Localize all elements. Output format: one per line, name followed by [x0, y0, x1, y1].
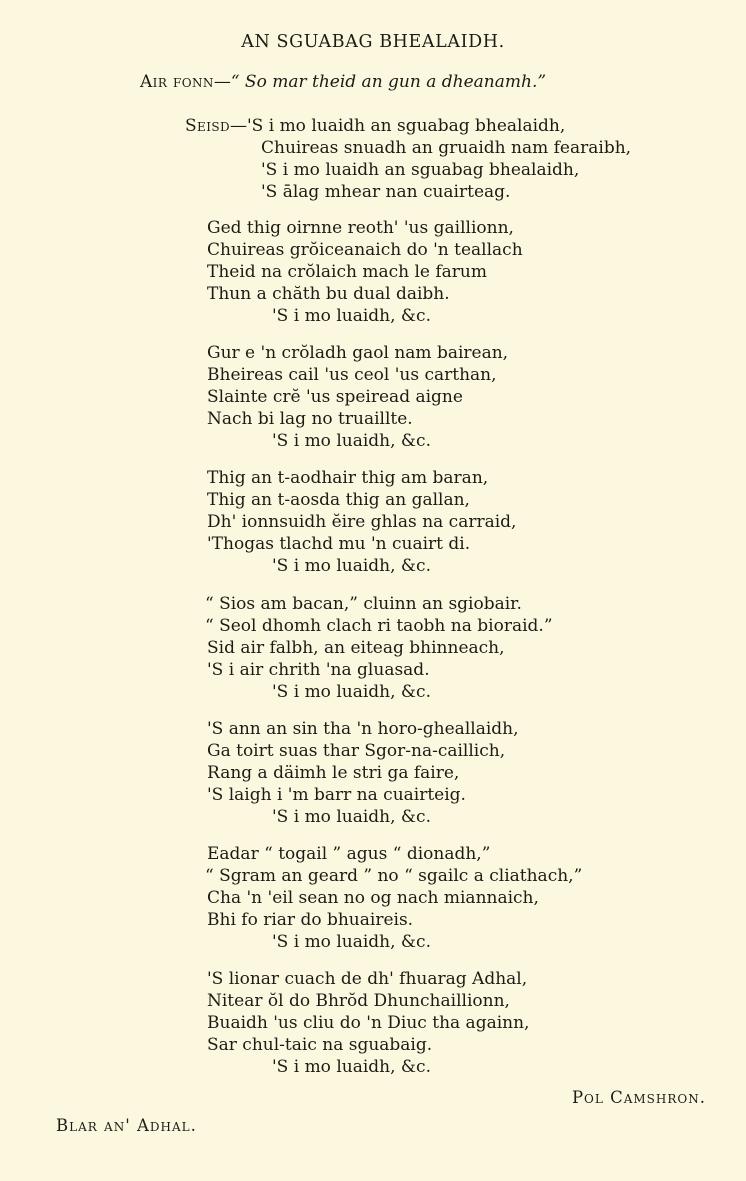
- stanza-6-refrain: 'S i mo luaidh, &c.: [272, 932, 431, 952]
- stanza-2-line-2: Bheireas cail 'us ceol 'us carthan,: [207, 365, 497, 385]
- stanza-1-refrain: 'S i mo luaidh, &c.: [272, 306, 431, 326]
- stanza-6-line-2: “ Sgram an geard ” no “ sgailc a cliathach,”: [205, 866, 583, 886]
- stanza-2-line-1: Gur e 'n crŏladh gaol nam bairean,: [207, 343, 509, 363]
- stanza-2-line-3: Slainte crĕ 'us speiread aigne: [207, 387, 463, 407]
- stanza-4-line-3: Sid air falbh, an eiteag bhinneach,: [207, 638, 505, 658]
- stanza-4-refrain: 'S i mo luaidh, &c.: [272, 682, 431, 702]
- chorus-line-2: Chuireas snuadh an gruaidh nam fearaibh,: [261, 138, 632, 158]
- chorus-line-3: 'S i mo luaidh an sguabag bhealaidh,: [261, 160, 580, 180]
- stanza-2-line-4: Nach bi lag no truaillte.: [207, 409, 413, 429]
- stanza-3-line-2: Thig an t-aosda thig an gallan,: [207, 490, 470, 510]
- chorus-label: Seisd: [185, 116, 230, 136]
- place-name: Blar an' Adhal.: [56, 1116, 197, 1135]
- stanza-6-line-3: Cha 'n 'eil sean no og nach miannaich,: [207, 888, 539, 908]
- chorus-line-text: —'S i mo luaidh an sguabag bhealaidh,: [230, 116, 566, 136]
- stanza-1-line-2: Chuireas grŏiceanaich do 'n teallach: [207, 240, 523, 260]
- tune-name: “ So mar theid an gun a dheanamh.”: [230, 72, 547, 92]
- stanza-5-line-4: 'S laigh i 'm barr na cuairteig.: [207, 785, 466, 805]
- tune-dash: —: [213, 72, 231, 92]
- stanza-7-line-2: Nitear ŏl do Bhrŏd Dhunchaillionn,: [207, 991, 510, 1011]
- stanza-4-line-4: 'S i air chrith 'na gluasad.: [207, 660, 430, 680]
- stanza-7-line-3: Buaidh 'us cliu do 'n Diuc tha againn,: [207, 1013, 530, 1033]
- stanza-4-line-2: “ Seol dhomh clach ri taobh na bioraid.”: [205, 616, 553, 636]
- stanza-1-line-4: Thun a chăth bu dual daibh.: [207, 284, 450, 304]
- stanza-5-refrain: 'S i mo luaidh, &c.: [272, 807, 431, 827]
- stanza-7-line-1: 'S lionar cuach de dh' fhuarag Adhal,: [207, 969, 528, 989]
- author-signature: Pol Camshron.: [571, 1088, 706, 1107]
- chorus-line-1: [185, 118, 565, 135]
- tune-line: [140, 72, 546, 92]
- tune-label: Air fonn: [140, 72, 214, 92]
- stanza-7-line-4: Sar chul-taic na sguabaig.: [207, 1035, 433, 1055]
- stanza-6-line-4: Bhi fo riar do bhuaireis.: [207, 910, 414, 930]
- stanza-3-line-1: Thig an t-aodhair thig am baran,: [207, 468, 489, 488]
- chorus-line-4: 'S ālag mhear nan cuairteag.: [261, 182, 511, 202]
- stanza-7-refrain: 'S i mo luaidh, &c.: [272, 1057, 431, 1077]
- stanza-6-line-1: Eadar “ togail ” agus “ dionadh,”: [207, 844, 491, 864]
- stanza-3-refrain: 'S i mo luaidh, &c.: [272, 556, 431, 576]
- stanza-4-line-1: “ Sios am bacan,” cluinn an sgiobair.: [205, 594, 522, 614]
- stanza-5-line-1: 'S ann an sin tha 'n horo-gheallaidh,: [207, 719, 519, 739]
- stanza-5-line-2: Ga toirt suas thar Sgor-na-caillich,: [207, 741, 506, 761]
- stanza-1-line-1: Ged thig oirnne reoth' 'us gaillionn,: [207, 218, 514, 238]
- stanza-3-line-3: Dh' ionnsuidh ĕire ghlas na carraid,: [207, 512, 517, 532]
- stanza-3-line-4: 'Thogas tlachd mu 'n cuairt di.: [207, 534, 471, 554]
- stanza-1-line-3: Theid na crŏlaich mach le farum: [207, 262, 487, 282]
- stanza-5-line-3: Rang a däimh le stri ga faire,: [207, 763, 460, 783]
- stanza-2-refrain: 'S i mo luaidh, &c.: [272, 431, 431, 451]
- poem-title: AN SGUABAG BHEALAIDH.: [241, 32, 505, 52]
